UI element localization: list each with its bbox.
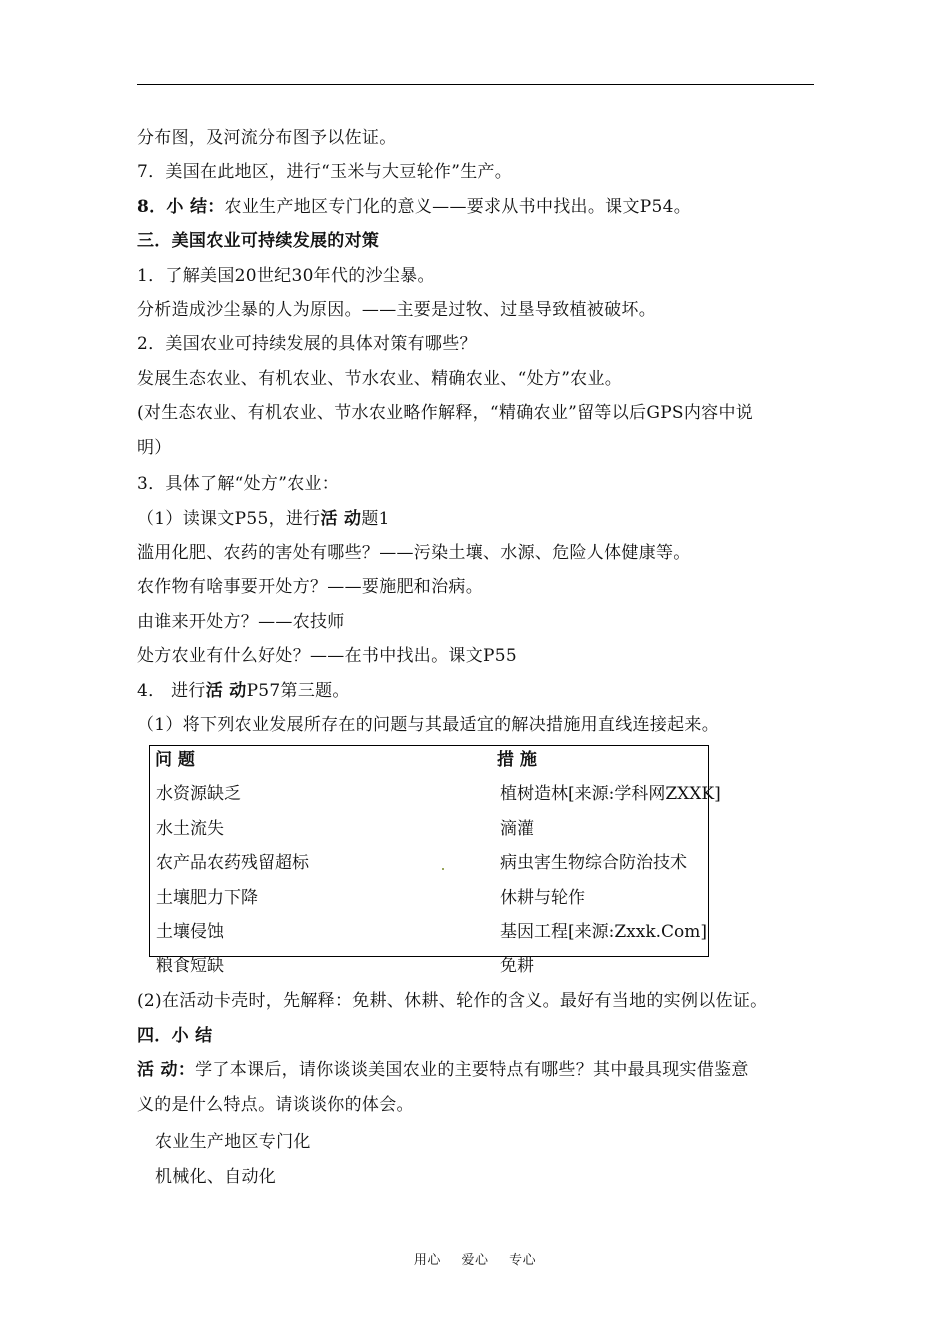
stray-dot bbox=[442, 868, 444, 870]
text-line: 分布图，及河流分布图予以佐证。 bbox=[137, 128, 397, 148]
footer-word: 专心 bbox=[509, 1253, 537, 1268]
page-footer bbox=[0, 1249, 950, 1268]
text-line: 分析造成沙尘暴的人为原因。——主要是过牧、过垦导致植被破坏。 bbox=[137, 300, 656, 320]
activity-line bbox=[137, 1060, 749, 1080]
table-header-measures: 措 施 bbox=[497, 750, 537, 770]
text-line: 滥用化肥、农药的害处有哪些？——污染土壤、水源、危险人体健康等。 bbox=[137, 543, 691, 563]
text-line: 由谁来开处方？——农技师 bbox=[137, 612, 345, 632]
text-line: 机械化、自动化 bbox=[155, 1167, 277, 1187]
summary-label: 8．小 结： bbox=[137, 197, 225, 217]
measure-item: 基因工程[来源:Zxxk.Com] bbox=[500, 922, 708, 942]
text-line: （1）将下列农业发展所存在的问题与其最适宜的解决措施用直线连接起来。 bbox=[137, 715, 720, 735]
measure-item: 植树造林[来源:学科网ZXXK] bbox=[500, 784, 721, 804]
problem-item: 水资源缺乏 bbox=[156, 784, 241, 804]
activity-line bbox=[137, 509, 390, 529]
activity-label: 活 动： bbox=[137, 1060, 196, 1080]
summary-line bbox=[137, 197, 691, 217]
text-line: 农业生产地区专门化 bbox=[155, 1132, 311, 1152]
text-line: 3．具体了解“处方”农业： bbox=[137, 474, 340, 494]
problem-item: 粮食短缺 bbox=[156, 956, 224, 976]
activity-label: 活 动 bbox=[205, 681, 247, 701]
measure-item: 免耕 bbox=[500, 956, 534, 976]
text-line: 农作物有啥事要开处方？——要施肥和治病。 bbox=[137, 577, 483, 597]
header-rule bbox=[137, 84, 814, 85]
text-line: 明） bbox=[137, 438, 172, 458]
text-line: 1．了解美国20世纪30年代的沙尘暴。 bbox=[137, 266, 435, 286]
text-line: 2．美国农业可持续发展的具体对策有哪些？ bbox=[137, 334, 477, 354]
activity-line bbox=[137, 681, 350, 701]
text-line: 发展生态农业、有机农业、节水农业、精确农业、“处方”农业。 bbox=[137, 369, 623, 389]
activity-label: 活 动 bbox=[320, 509, 362, 529]
activity-text: 学了本课后，请你谈谈美国农业的主要特点有哪些？其中最具现实借鉴意 bbox=[195, 1060, 749, 1080]
problem-item: 农产品农药残留超标 bbox=[156, 853, 309, 873]
table-header-problems: 问 题 bbox=[155, 750, 195, 770]
text-line: 处方农业有什么好处？——在书中找出。课文P55 bbox=[137, 646, 517, 666]
activity-prefix: （1）读课文P55，进行 bbox=[137, 509, 321, 529]
footer-word: 爱心 bbox=[461, 1253, 489, 1268]
measure-item: 休耕与轮作 bbox=[500, 888, 585, 908]
section-heading: 三．美国农业可持续发展的对策 bbox=[137, 231, 380, 251]
section-heading: 四．小 结 bbox=[137, 1026, 213, 1046]
text-line: (对生态农业、有机农业、节水农业略作解释，“精确农业”留等以后GPS内容中说 bbox=[137, 403, 754, 423]
problem-item: 土壤侵蚀 bbox=[156, 922, 224, 942]
measure-item: 滴灌 bbox=[500, 819, 534, 839]
measure-item: 病虫害生物综合防治技术 bbox=[500, 853, 687, 873]
text-line: 7．美国在此地区，进行“玉米与大豆轮作”生产。 bbox=[137, 162, 513, 182]
summary-text: 农业生产地区专门化的意义——要求从书中找出。课文P54。 bbox=[224, 197, 692, 217]
activity-suffix: P57第三题。 bbox=[246, 681, 350, 701]
text-line: (2)在活动卡壳时，先解释：免耕、休耕、轮作的含义。最好有当地的实例以佐证。 bbox=[137, 991, 768, 1011]
footer-word: 用心 bbox=[413, 1253, 441, 1268]
problem-item: 土壤肥力下降 bbox=[156, 888, 258, 908]
text-line: 义的是什么特点。请谈谈你的体会。 bbox=[137, 1095, 414, 1115]
activity-prefix: 4． 进行 bbox=[137, 681, 206, 701]
activity-suffix: 题1 bbox=[361, 509, 390, 529]
problem-item: 水土流失 bbox=[156, 819, 224, 839]
